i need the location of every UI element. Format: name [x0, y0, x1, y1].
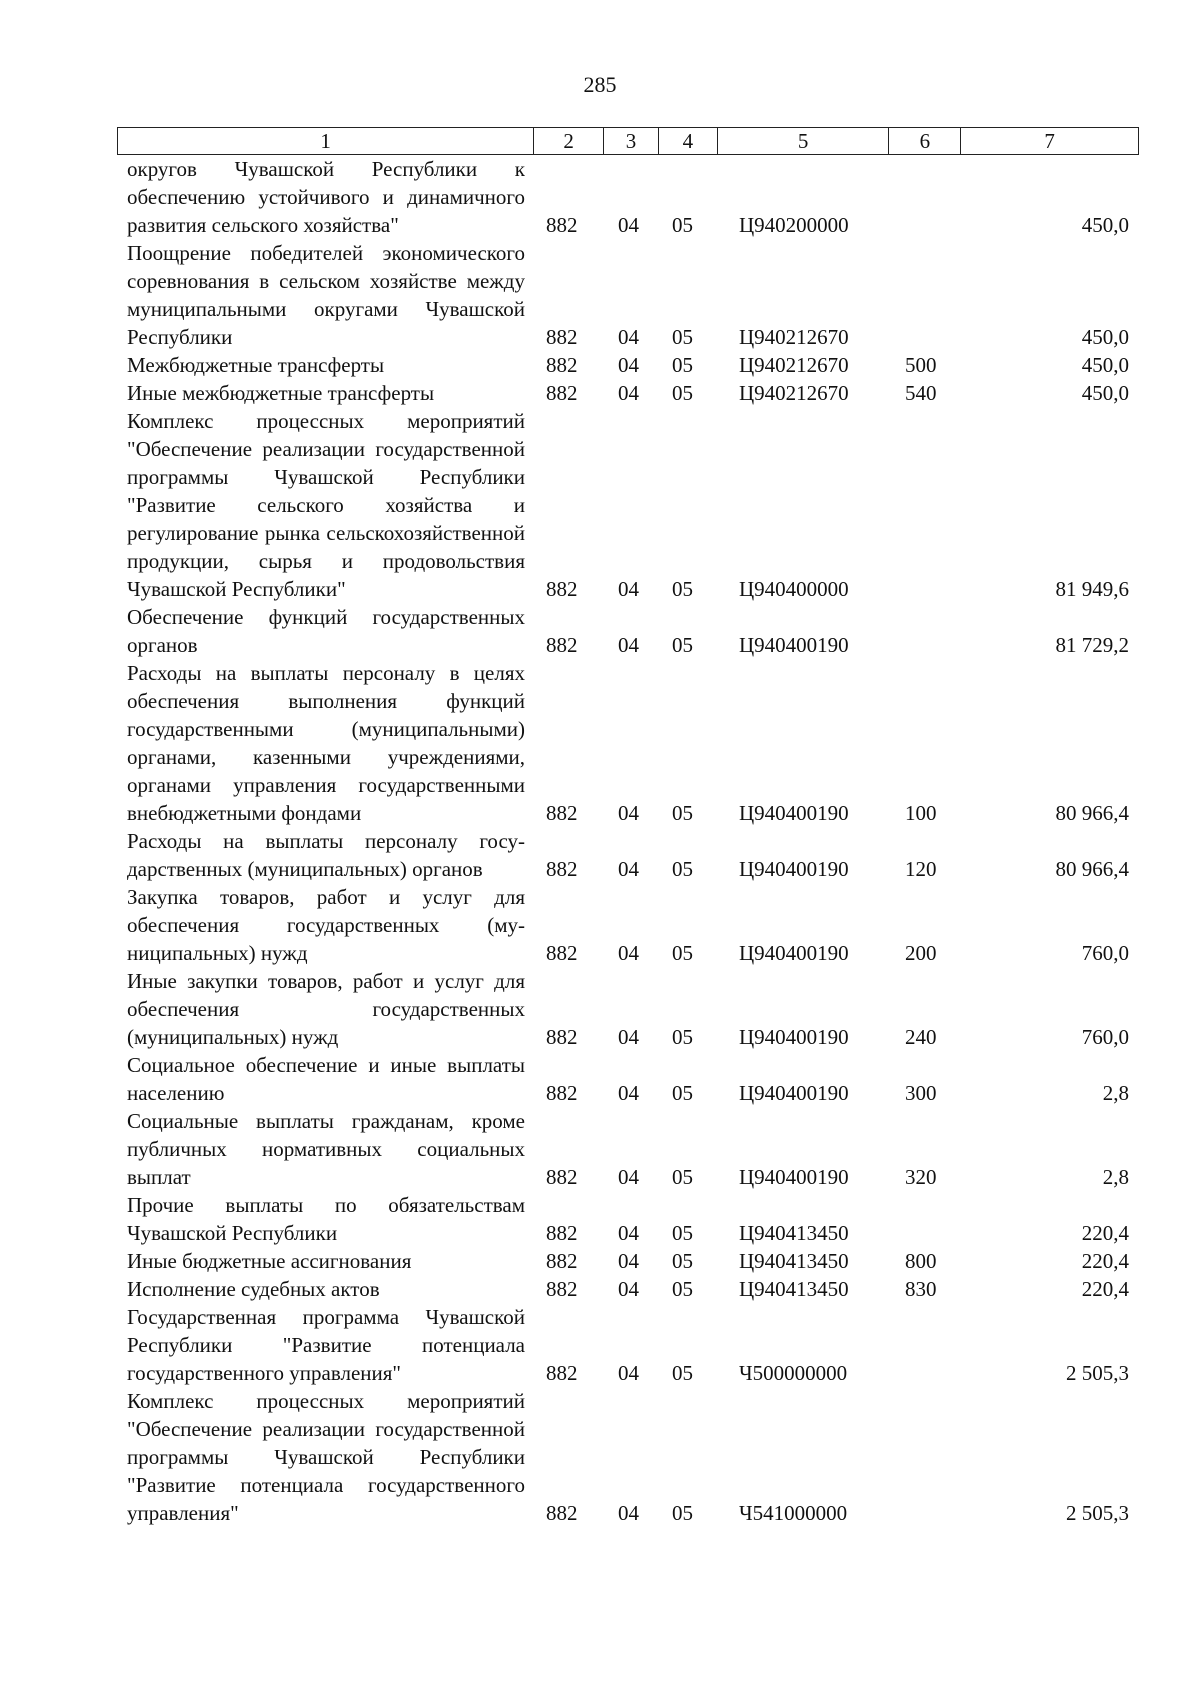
- ministry-code: 882: [546, 633, 578, 657]
- table-body: [117, 155, 1139, 1527]
- expense-kind-code: 100: [905, 801, 937, 825]
- row-name: Иные закупки товаров, работ и услуг для обеспечения государственных (муниципальных) нужд: [127, 969, 525, 1049]
- target-article-code: Ц940400190: [739, 801, 849, 825]
- subsection-code: 05: [672, 633, 693, 657]
- table-row: [117, 827, 1139, 883]
- ministry-code: 882: [546, 325, 578, 349]
- target-article-code: Ч541000000: [739, 1501, 848, 1525]
- section-code: 04: [618, 1025, 639, 1049]
- row-name: Поощрение победителей экономического соревнования в сельском хозяйстве между муниципальными округами Чувашской Республики: [127, 241, 525, 349]
- row-name: округов Чувашской Республики к обеспечению устойчивого и динамичного развития сельского хозяйства": [127, 157, 525, 237]
- row-name: Государственная программа Чувашской Республики "Развитие потенциала государственного управления": [127, 1305, 525, 1385]
- column-number: 2: [533, 128, 603, 154]
- target-article-code: Ч500000000: [739, 1361, 848, 1385]
- section-code: 04: [618, 1165, 639, 1189]
- subsection-code: 05: [672, 857, 693, 881]
- subsection-code: 05: [672, 1221, 693, 1245]
- target-article-code: Ц940413450: [739, 1277, 849, 1301]
- ministry-code: 882: [546, 1025, 578, 1049]
- section-code: 04: [618, 801, 639, 825]
- row-name: Межбюджетные трансферты: [127, 353, 385, 377]
- amount: 81 729,2: [1055, 633, 1129, 657]
- subsection-code: 05: [672, 577, 693, 601]
- section-code: 04: [618, 633, 639, 657]
- amount: 2,8: [1102, 1081, 1129, 1105]
- column-number-header: [117, 127, 1139, 155]
- subsection-code: 05: [672, 1025, 693, 1049]
- ministry-code: 882: [546, 577, 578, 601]
- expense-kind-code: 500: [905, 353, 937, 377]
- section-code: 04: [618, 577, 639, 601]
- ministry-code: 882: [546, 1277, 578, 1301]
- section-code: 04: [618, 1249, 639, 1273]
- section-code: 04: [618, 213, 639, 237]
- column-number: 1: [320, 129, 331, 153]
- target-article-code: Ц940400190: [739, 1081, 849, 1105]
- amount: 760,0: [1081, 1025, 1129, 1049]
- table-row: [117, 1107, 1139, 1191]
- section-code: 04: [618, 1277, 639, 1301]
- subsection-code: 05: [672, 381, 693, 405]
- target-article-code: Ц940413450: [739, 1249, 849, 1273]
- table-row: [117, 239, 1139, 351]
- table-row: [117, 883, 1139, 967]
- row-name: Прочие выплаты по обязательствам Чувашской Республики: [127, 1193, 525, 1245]
- subsection-code: 05: [672, 1081, 693, 1105]
- row-name: Исполнение судебных актов: [127, 1277, 380, 1301]
- section-code: 04: [618, 941, 639, 965]
- subsection-code: 05: [672, 1501, 693, 1525]
- column-number: 3: [603, 128, 658, 154]
- row-name: Расходы на выплаты персоналу в целях обеспечения выполнения функций государственными (муниципальными) органами, казенными учреждениями, органами управления государственными внебюджетными фондами: [127, 661, 525, 825]
- amount: 450,0: [1081, 381, 1129, 405]
- table-row: [117, 1387, 1139, 1527]
- subsection-code: 05: [672, 353, 693, 377]
- column-number: 5: [717, 128, 889, 154]
- expense-kind-code: 800: [905, 1249, 937, 1273]
- amount: 80 966,4: [1055, 857, 1129, 881]
- row-name: Закупка товаров, работ и услуг для обеспечения государственных (муниципальных) нужд: [127, 885, 525, 965]
- amount: 450,0: [1081, 353, 1129, 377]
- table-row: [117, 351, 1139, 379]
- page-number: 285: [583, 72, 617, 97]
- target-article-code: Ц940413450: [739, 1221, 849, 1245]
- ministry-code: 882: [546, 1081, 578, 1105]
- target-article-code: Ц940400190: [739, 941, 849, 965]
- expense-kind-code: 240: [905, 1025, 937, 1049]
- section-code: 04: [618, 1361, 639, 1385]
- row-name: Обеспечение функций государственных органов: [127, 605, 525, 657]
- amount: 81 949,6: [1055, 577, 1129, 601]
- amount: 2 505,3: [1066, 1361, 1129, 1385]
- expense-kind-code: 540: [905, 381, 937, 405]
- target-article-code: Ц940400190: [739, 633, 849, 657]
- section-code: 04: [618, 857, 639, 881]
- target-article-code: Ц940212670: [739, 381, 849, 405]
- ministry-code: 882: [546, 1249, 578, 1273]
- row-name: Расходы на выплаты персоналу государственных (муниципальных) органов: [127, 829, 525, 881]
- ministry-code: 882: [546, 1165, 578, 1189]
- target-article-code: Ц940400190: [739, 857, 849, 881]
- row-name: Иные межбюджетные трансферты: [127, 381, 435, 405]
- column-number: 4: [658, 128, 717, 154]
- table-row: [117, 407, 1139, 603]
- column-number: 6: [888, 128, 960, 154]
- ministry-code: 882: [546, 1361, 578, 1385]
- ministry-code: 882: [546, 857, 578, 881]
- subsection-code: 05: [672, 1361, 693, 1385]
- amount: 220,4: [1081, 1277, 1129, 1301]
- ministry-code: 882: [546, 801, 578, 825]
- table-row: [117, 659, 1139, 827]
- amount: 2,8: [1102, 1165, 1129, 1189]
- row-name: Комплекс процессных мероприятий "Обеспечение реализации государственной программы Чувашской Республики "Развитие сельского хозяйства и регулирование рынка сельскохозяйственной продукции, сырья и продовольствия Чувашской Республики": [127, 409, 525, 601]
- amount: 760,0: [1081, 941, 1129, 965]
- subsection-code: 05: [672, 941, 693, 965]
- subsection-code: 05: [672, 325, 693, 349]
- target-article-code: Ц940400190: [739, 1025, 849, 1049]
- row-name: Комплекс процессных мероприятий "Обеспечение реализации государственной программы Чувашской Республики "Развитие потенциала государственного управления": [127, 1389, 525, 1525]
- ministry-code: 882: [546, 1501, 578, 1525]
- column-number: 7: [960, 128, 1138, 154]
- target-article-code: Ц940400190: [739, 1165, 849, 1189]
- expense-kind-code: 120: [905, 857, 937, 881]
- row-name: Социальное обеспечение и иные выплаты населению: [127, 1053, 525, 1105]
- table-row: [117, 1191, 1139, 1247]
- table-row: [117, 603, 1139, 659]
- amount: 220,4: [1081, 1249, 1129, 1273]
- expense-kind-code: 300: [905, 1081, 937, 1105]
- table-row: [117, 1275, 1139, 1303]
- target-article-code: Ц940212670: [739, 353, 849, 377]
- target-article-code: Ц940400000: [739, 577, 849, 601]
- amount: 220,4: [1081, 1221, 1129, 1245]
- budget-table: [117, 127, 1139, 1527]
- table-row: [117, 1247, 1139, 1275]
- ministry-code: 882: [546, 213, 578, 237]
- subsection-code: 05: [672, 1165, 693, 1189]
- subsection-code: 05: [672, 801, 693, 825]
- ministry-code: 882: [546, 1221, 578, 1245]
- expense-kind-code: 830: [905, 1277, 937, 1301]
- ministry-code: 882: [546, 941, 578, 965]
- target-article-code: Ц940200000: [739, 213, 849, 237]
- table-row: [117, 155, 1139, 239]
- ministry-code: 882: [546, 381, 578, 405]
- table-row: [117, 379, 1139, 407]
- section-code: 04: [618, 381, 639, 405]
- expense-kind-code: 200: [905, 941, 937, 965]
- section-code: 04: [618, 1081, 639, 1105]
- section-code: 04: [618, 325, 639, 349]
- row-name: Иные бюджетные ассигнования: [127, 1249, 412, 1273]
- amount: 2 505,3: [1066, 1501, 1129, 1525]
- table-row: [117, 1303, 1139, 1387]
- section-code: 04: [618, 1221, 639, 1245]
- ministry-code: 882: [546, 353, 578, 377]
- amount: 450,0: [1081, 213, 1129, 237]
- expense-kind-code: 320: [905, 1165, 937, 1189]
- subsection-code: 05: [672, 213, 693, 237]
- row-name: Социальные выплаты гражданам, кроме публичных нормативных социальных выплат: [127, 1109, 525, 1189]
- table-row: [117, 1051, 1139, 1107]
- amount: 450,0: [1081, 325, 1129, 349]
- amount: 80 966,4: [1055, 801, 1129, 825]
- section-code: 04: [618, 1501, 639, 1525]
- target-article-code: Ц940212670: [739, 325, 849, 349]
- subsection-code: 05: [672, 1249, 693, 1273]
- table-row: [117, 967, 1139, 1051]
- section-code: 04: [618, 353, 639, 377]
- subsection-code: 05: [672, 1277, 693, 1301]
